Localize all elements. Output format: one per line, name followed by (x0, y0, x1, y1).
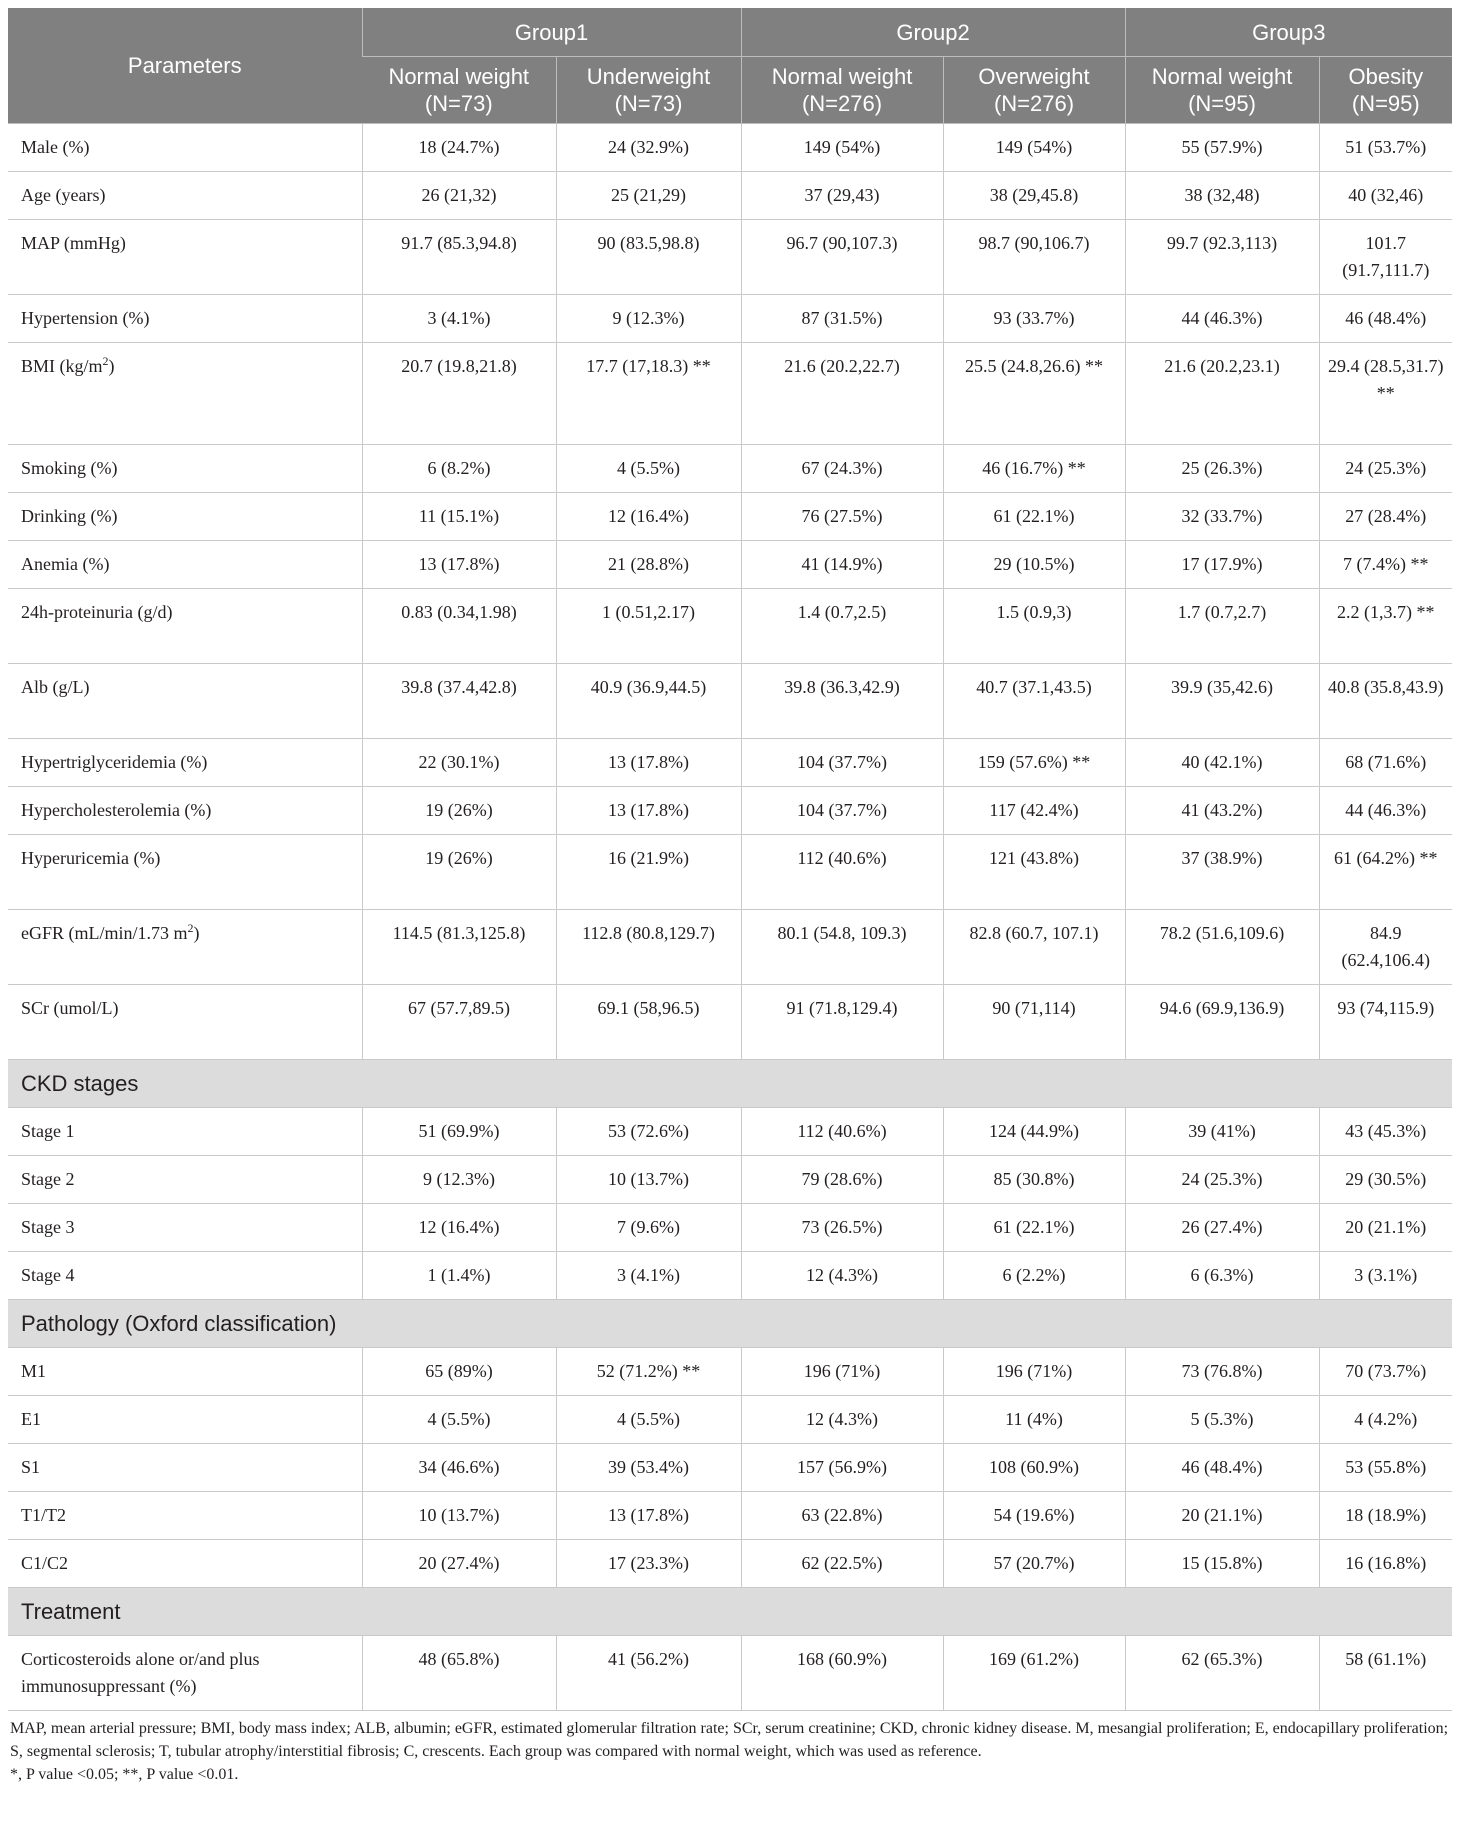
row-label (8, 1636, 362, 1711)
subheader-label: Overweight (978, 64, 1090, 89)
footnote-abbreviations: MAP, mean arterial pressure; BMI, body mass index; ALB, albumin; eGFR, estimated glomerular filtration rate; SCr, serum creatinine; CKD, chronic kidney disease. M, mesangial proliferation; E, endocapillary proliferation; S, segmental sclerosis; T, tubular atrophy/interstitial fibrosis; C, crescents. Each group was compared with normal weight, which was used as reference. (10, 1720, 1449, 1760)
table-cell: 159 (57.6%) ** (943, 739, 1125, 787)
group3-header: Group3 (1125, 8, 1452, 57)
table-cell: 4 (4.2%) (1319, 1396, 1452, 1444)
table-cell: 40.9 (36.9,44.5) (556, 664, 741, 739)
table-cell: 93 (33.7%) (943, 295, 1125, 343)
row-label (8, 541, 362, 589)
table-cell: 58 (61.1%) (1319, 1636, 1452, 1711)
table-cell: 0.83 (0.34,1.98) (362, 589, 556, 664)
table-cell: 39 (53.4%) (556, 1444, 741, 1492)
table-cell: 39.9 (35,42.6) (1125, 664, 1319, 739)
table-cell: 121 (43.8%) (943, 835, 1125, 910)
table-cell: 38 (32,48) (1125, 172, 1319, 220)
table-cell: 99.7 (92.3,113) (1125, 220, 1319, 295)
table-cell: 11 (4%) (943, 1396, 1125, 1444)
table-cell: 25 (21,29) (556, 172, 741, 220)
subheader-label: Normal weight (388, 64, 530, 89)
table-row (8, 1204, 1452, 1252)
table-cell: 79 (28.6%) (741, 1156, 943, 1204)
table-cell: 4 (5.5%) (556, 445, 741, 493)
row-label (8, 1204, 362, 1252)
table-cell: 98.7 (90,106.7) (943, 220, 1125, 295)
table-cell: 6 (2.2%) (943, 1252, 1125, 1300)
table-cell: 9 (12.3%) (362, 1156, 556, 1204)
table-cell: 63 (22.8%) (741, 1492, 943, 1540)
row-label (8, 1252, 362, 1300)
row-label (8, 985, 362, 1060)
table-row (8, 985, 1452, 1060)
table-cell: 29 (10.5%) (943, 541, 1125, 589)
row-label-text: Corticosteroids alone or/and plus immunosuppressant (%) (21, 1649, 260, 1696)
table-cell: 44 (46.3%) (1125, 295, 1319, 343)
table-cell: 76 (27.5%) (741, 493, 943, 541)
table-cell: 1.4 (0.7,2.5) (741, 589, 943, 664)
table-cell: 18 (24.7%) (362, 124, 556, 172)
section-pathology (8, 1300, 1452, 1348)
table-cell: 46 (48.4%) (1125, 1444, 1319, 1492)
table-cell: 3 (4.1%) (556, 1252, 741, 1300)
table-cell: 65 (89%) (362, 1348, 556, 1396)
row-label (8, 835, 362, 910)
table-row (8, 1156, 1452, 1204)
row-label (8, 1396, 362, 1444)
table-cell: 40.7 (37.1,43.5) (943, 664, 1125, 739)
table-cell: 2.2 (1,3.7) ** (1319, 589, 1452, 664)
subheader-group2-overweight (943, 57, 1125, 124)
footnote-significance: *, P value <0.05; **, P value <0.01. (10, 1766, 239, 1783)
table-cell: 112 (40.6%) (741, 1108, 943, 1156)
subheader-n: (N=95) (1351, 91, 1420, 116)
table-cell: 52 (71.2%) ** (556, 1348, 741, 1396)
table-cell: 43 (45.3%) (1319, 1108, 1452, 1156)
subheader-label: Normal weight (771, 64, 913, 89)
table-cell: 3 (4.1%) (362, 295, 556, 343)
table-row (8, 1396, 1452, 1444)
table-cell: 22 (30.1%) (362, 739, 556, 787)
row-label-text: Drinking (%) (21, 506, 118, 526)
table-cell: 19 (26%) (362, 787, 556, 835)
table-cell: 67 (57.7,89.5) (362, 985, 556, 1060)
table-cell: 13 (17.8%) (556, 1492, 741, 1540)
row-label-text: Hypertension (%) (21, 308, 150, 328)
table-cell: 4 (5.5%) (556, 1396, 741, 1444)
table-cell: 61 (64.2%) ** (1319, 835, 1452, 910)
row-label-text: eGFR (mL/min/1.73 m (21, 923, 188, 943)
table-cell: 70 (73.7%) (1319, 1348, 1452, 1396)
row-label-text: Stage 1 (21, 1121, 75, 1141)
row-label-text: E1 (21, 1409, 41, 1429)
row-label (8, 493, 362, 541)
table-cell: 87 (31.5%) (741, 295, 943, 343)
table-cell: 26 (27.4%) (1125, 1204, 1319, 1252)
table-cell: 84.9 (62.4,106.4) (1319, 910, 1452, 985)
table-cell: 1.5 (0.9,3) (943, 589, 1125, 664)
table-cell: 13 (17.8%) (556, 787, 741, 835)
row-label-text: Male (%) (21, 137, 90, 157)
row-label-text: C1/C2 (21, 1553, 69, 1573)
table-cell: 21.6 (20.2,22.7) (741, 343, 943, 445)
table-cell: 53 (55.8%) (1319, 1444, 1452, 1492)
row-label-text: Stage 3 (21, 1217, 75, 1237)
table-cell: 17 (23.3%) (556, 1540, 741, 1588)
table-cell: 12 (4.3%) (741, 1252, 943, 1300)
table-cell: 44 (46.3%) (1319, 787, 1452, 835)
table-row (8, 445, 1452, 493)
table-cell: 101.7 (91.7,111.7) (1319, 220, 1452, 295)
table-cell: 196 (71%) (943, 1348, 1125, 1396)
table-cell: 5 (5.3%) (1125, 1396, 1319, 1444)
table-cell: 29.4 (28.5,31.7) ** (1319, 343, 1452, 445)
subheader-n: (N=276) (993, 91, 1075, 116)
table-row (8, 1492, 1452, 1540)
row-label-text: BMI (kg/m (21, 356, 103, 376)
row-label-text: Stage 2 (21, 1169, 75, 1189)
table-cell: 53 (72.6%) (556, 1108, 741, 1156)
group2-header: Group2 (741, 8, 1125, 57)
table-cell: 124 (44.9%) (943, 1108, 1125, 1156)
table-cell: 48 (65.8%) (362, 1636, 556, 1711)
table-cell: 12 (16.4%) (362, 1204, 556, 1252)
table-cell: 1.7 (0.7,2.7) (1125, 589, 1319, 664)
table-cell: 41 (43.2%) (1125, 787, 1319, 835)
row-label (8, 172, 362, 220)
table-cell: 4 (5.5%) (362, 1396, 556, 1444)
table-cell: 82.8 (60.7, 107.1) (943, 910, 1125, 985)
section-title: CKD stages (8, 1060, 1452, 1108)
row-label-text: Anemia (%) (21, 554, 110, 574)
row-label-text: Smoking (%) (21, 458, 118, 478)
table-row (8, 787, 1452, 835)
table-cell: 61 (22.1%) (943, 493, 1125, 541)
subheader-n: (N=73) (424, 91, 493, 116)
table-cell: 108 (60.9%) (943, 1444, 1125, 1492)
subheader-group1-normal (362, 57, 556, 124)
table-cell: 21 (28.8%) (556, 541, 741, 589)
table-header (8, 8, 1452, 124)
table-cell: 68 (71.6%) (1319, 739, 1452, 787)
row-label-text: Stage 4 (21, 1265, 75, 1285)
table-cell: 93 (74,115.9) (1319, 985, 1452, 1060)
table-cell: 41 (56.2%) (556, 1636, 741, 1711)
table-cell: 37 (29,43) (741, 172, 943, 220)
table-cell: 85 (30.8%) (943, 1156, 1125, 1204)
table-cell: 112 (40.6%) (741, 835, 943, 910)
table-cell: 12 (4.3%) (741, 1396, 943, 1444)
parameters-header: Parameters (8, 8, 362, 124)
row-label (8, 445, 362, 493)
table-cell: 6 (8.2%) (362, 445, 556, 493)
table-cell: 51 (69.9%) (362, 1108, 556, 1156)
subheader-n: (N=95) (1188, 91, 1256, 116)
table-cell: 16 (21.9%) (556, 835, 741, 910)
subheader-group1-underweight (556, 57, 741, 124)
subheader-group3-normal (1125, 57, 1319, 124)
table-cell: 1 (0.51,2.17) (556, 589, 741, 664)
table-cell: 13 (17.8%) (362, 541, 556, 589)
subheader-n: (N=73) (614, 91, 683, 116)
table-row (8, 493, 1452, 541)
table-cell: 20 (21.1%) (1319, 1204, 1452, 1252)
table-row (8, 220, 1452, 295)
table-cell: 11 (15.1%) (362, 493, 556, 541)
row-label (8, 343, 362, 445)
table-row (8, 835, 1452, 910)
row-label-superscript: 2 (187, 921, 194, 935)
table-cell: 10 (13.7%) (362, 1492, 556, 1540)
table-cell: 17.7 (17,18.3) ** (556, 343, 741, 445)
table-cell: 90 (83.5,98.8) (556, 220, 741, 295)
table-cell: 91 (71.8,129.4) (741, 985, 943, 1060)
row-label (8, 124, 362, 172)
table-row (8, 295, 1452, 343)
row-label-superscript: 2 (102, 354, 109, 368)
table-cell: 19 (26%) (362, 835, 556, 910)
table-cell: 157 (56.9%) (741, 1444, 943, 1492)
table-cell: 69.1 (58,96.5) (556, 985, 741, 1060)
table-cell: 24 (25.3%) (1319, 445, 1452, 493)
table-cell: 29 (30.5%) (1319, 1156, 1452, 1204)
table-cell: 62 (65.3%) (1125, 1636, 1319, 1711)
table-row (8, 541, 1452, 589)
table-cell: 73 (76.8%) (1125, 1348, 1319, 1396)
row-label-text: 24h-proteinuria (g/d) (21, 602, 173, 622)
table-cell: 26 (21,32) (362, 172, 556, 220)
table-body (8, 124, 1452, 1711)
table-cell: 114.5 (81.3,125.8) (362, 910, 556, 985)
table-row (8, 1252, 1452, 1300)
table-cell: 57 (20.7%) (943, 1540, 1125, 1588)
row-label-text: Hypercholesterolemia (%) (21, 800, 212, 820)
table-row (8, 1636, 1452, 1711)
table-cell: 196 (71%) (741, 1348, 943, 1396)
table-row (8, 124, 1452, 172)
table-cell: 1 (1.4%) (362, 1252, 556, 1300)
table-row (8, 1444, 1452, 1492)
table-cell: 7 (9.6%) (556, 1204, 741, 1252)
table-cell: 54 (19.6%) (943, 1492, 1125, 1540)
row-label (8, 1492, 362, 1540)
table-cell: 112.8 (80.8,129.7) (556, 910, 741, 985)
table-cell: 25 (26.3%) (1125, 445, 1319, 493)
table-row (8, 1108, 1452, 1156)
table-cell: 117 (42.4%) (943, 787, 1125, 835)
row-label-text: SCr (umol/L) (21, 998, 119, 1018)
row-label-text: T1/T2 (21, 1505, 66, 1525)
table-cell: 40 (32,46) (1319, 172, 1452, 220)
table-cell: 96.7 (90,107.3) (741, 220, 943, 295)
table-cell: 7 (7.4%) ** (1319, 541, 1452, 589)
table-cell: 24 (32.9%) (556, 124, 741, 172)
section-title: Pathology (Oxford classification) (8, 1300, 1452, 1348)
table-cell: 37 (38.9%) (1125, 835, 1319, 910)
row-label-text: Hypertriglyceridemia (%) (21, 752, 208, 772)
table-row (8, 664, 1452, 739)
table-cell: 149 (54%) (943, 124, 1125, 172)
row-label-text: MAP (mmHg) (21, 233, 126, 253)
table-cell: 40.8 (35.8,43.9) (1319, 664, 1452, 739)
table-row (8, 739, 1452, 787)
row-label (8, 1156, 362, 1204)
table-cell: 46 (16.7%) ** (943, 445, 1125, 493)
row-label-suffix: ) (193, 923, 200, 943)
table-cell: 21.6 (20.2,23.1) (1125, 343, 1319, 445)
table-cell: 13 (17.8%) (556, 739, 741, 787)
table-cell: 55 (57.9%) (1125, 124, 1319, 172)
table-container (8, 8, 1452, 1786)
subheader-label: Obesity (1348, 64, 1424, 89)
table-cell: 20 (27.4%) (362, 1540, 556, 1588)
table-cell: 16 (16.8%) (1319, 1540, 1452, 1588)
row-label (8, 664, 362, 739)
row-label (8, 910, 362, 985)
table-cell: 25.5 (24.8,26.6) ** (943, 343, 1125, 445)
row-label (8, 1540, 362, 1588)
table-cell: 9 (12.3%) (556, 295, 741, 343)
table-cell: 91.7 (85.3,94.8) (362, 220, 556, 295)
row-label (8, 739, 362, 787)
table-cell: 73 (26.5%) (741, 1204, 943, 1252)
table-row (8, 589, 1452, 664)
table-cell: 17 (17.9%) (1125, 541, 1319, 589)
subheader-n: (N=276) (801, 91, 883, 116)
table-cell: 51 (53.7%) (1319, 124, 1452, 172)
table-cell: 104 (37.7%) (741, 739, 943, 787)
table-row (8, 172, 1452, 220)
section-treatment (8, 1588, 1452, 1636)
row-label-text: Age (years) (21, 185, 106, 205)
table-cell: 90 (71,114) (943, 985, 1125, 1060)
subheader-label: Underweight (586, 64, 711, 89)
subheader-label: Normal weight (1151, 64, 1293, 89)
table-cell: 168 (60.9%) (741, 1636, 943, 1711)
table-cell: 169 (61.2%) (943, 1636, 1125, 1711)
table-row (8, 343, 1452, 445)
row-label (8, 1108, 362, 1156)
row-label-text: Hyperuricemia (%) (21, 848, 161, 868)
subheader-group3-obesity (1319, 57, 1452, 124)
table-row (8, 910, 1452, 985)
row-label (8, 1348, 362, 1396)
table-cell: 67 (24.3%) (741, 445, 943, 493)
table-cell: 20.7 (19.8,21.8) (362, 343, 556, 445)
table-cell: 3 (3.1%) (1319, 1252, 1452, 1300)
row-label-text: S1 (21, 1457, 41, 1477)
row-label-suffix: ) (108, 356, 115, 376)
table-cell: 41 (14.9%) (741, 541, 943, 589)
table-cell: 15 (15.8%) (1125, 1540, 1319, 1588)
table-cell: 18 (18.9%) (1319, 1492, 1452, 1540)
table-cell: 27 (28.4%) (1319, 493, 1452, 541)
row-label (8, 787, 362, 835)
table-cell: 38 (29,45.8) (943, 172, 1125, 220)
table-cell: 61 (22.1%) (943, 1204, 1125, 1252)
table-cell: 78.2 (51.6,109.6) (1125, 910, 1319, 985)
row-label (8, 589, 362, 664)
table-cell: 80.1 (54.8, 109.3) (741, 910, 943, 985)
subheader-group2-normal (741, 57, 943, 124)
row-label (8, 220, 362, 295)
table-cell: 62 (22.5%) (741, 1540, 943, 1588)
table-cell: 24 (25.3%) (1125, 1156, 1319, 1204)
baseline-characteristics-table (8, 8, 1452, 1711)
table-footnote (8, 1717, 1450, 1786)
table-cell: 149 (54%) (741, 124, 943, 172)
section-title: Treatment (8, 1588, 1452, 1636)
table-cell: 94.6 (69.9,136.9) (1125, 985, 1319, 1060)
table-cell: 104 (37.7%) (741, 787, 943, 835)
row-label-text: Alb (g/L) (21, 677, 90, 697)
table-cell: 20 (21.1%) (1125, 1492, 1319, 1540)
section-ckd-stages (8, 1060, 1452, 1108)
table-cell: 6 (6.3%) (1125, 1252, 1319, 1300)
table-row (8, 1540, 1452, 1588)
table-cell: 10 (13.7%) (556, 1156, 741, 1204)
row-label (8, 295, 362, 343)
table-cell: 32 (33.7%) (1125, 493, 1319, 541)
table-cell: 39.8 (37.4,42.8) (362, 664, 556, 739)
table-row (8, 1348, 1452, 1396)
row-label (8, 1444, 362, 1492)
table-cell: 12 (16.4%) (556, 493, 741, 541)
table-cell: 34 (46.6%) (362, 1444, 556, 1492)
table-cell: 40 (42.1%) (1125, 739, 1319, 787)
table-cell: 46 (48.4%) (1319, 295, 1452, 343)
group1-header: Group1 (362, 8, 741, 57)
row-label-text: M1 (21, 1361, 47, 1381)
table-cell: 39 (41%) (1125, 1108, 1319, 1156)
table-cell: 39.8 (36.3,42.9) (741, 664, 943, 739)
